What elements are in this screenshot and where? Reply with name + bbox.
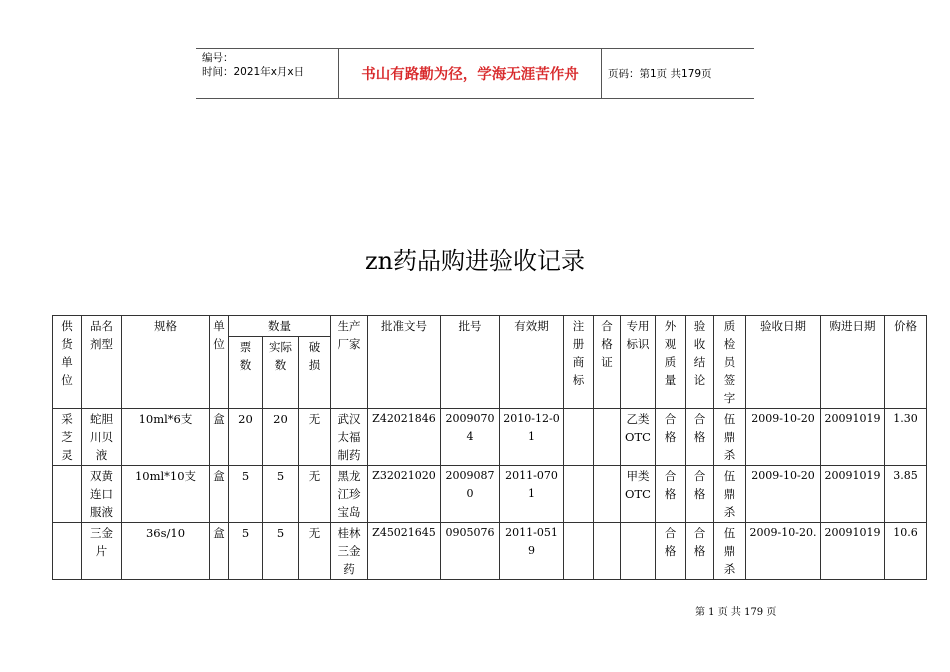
cell-qty-ticket: 5 [229, 466, 263, 523]
cell-approval: Z42021846 [368, 409, 441, 466]
cell-approval: Z45021645 [368, 523, 441, 580]
cell-trademark [564, 466, 594, 523]
cell-conclusion: 合格 [686, 466, 714, 523]
page-footer: 第 1 页 共 179 页 [695, 607, 777, 618]
cell-maker: 黑龙江珍宝岛 [331, 466, 368, 523]
cell-check-date: 2009-10-20. [746, 523, 821, 580]
header-purchase-date: 购进日期 [821, 316, 885, 409]
header-batch: 批号 [441, 316, 500, 409]
cell-supplier [53, 523, 82, 580]
cell-qty-ticket: 5 [229, 523, 263, 580]
cell-purchase-date: 20091019 [821, 523, 885, 580]
number-label: 编号： [202, 52, 234, 64]
cell-unit: 盒 [210, 409, 229, 466]
header-approval: 批准文号 [368, 316, 441, 409]
header-check-date: 验收日期 [746, 316, 821, 409]
header-maker: 生产厂家 [331, 316, 368, 409]
cell-appearance: 合格 [656, 466, 686, 523]
cell-trademark [564, 409, 594, 466]
header-certificate: 合格证 [594, 316, 621, 409]
header-price: 价格 [885, 316, 927, 409]
table-row [53, 466, 927, 523]
cell-qty-actual: 20 [263, 409, 299, 466]
cell-qty-damaged: 无 [299, 523, 331, 580]
cell-appearance: 合格 [656, 409, 686, 466]
header-slogan: 书山有路勤为径，学海无涯苦作舟 [338, 49, 602, 98]
page-header [196, 48, 754, 99]
cell-conclusion: 合格 [686, 409, 714, 466]
cell-trademark [564, 523, 594, 580]
cell-inspector: 伍鼎杀 [714, 523, 746, 580]
cell-unit: 盒 [210, 523, 229, 580]
header-meta [202, 51, 304, 79]
cell-certificate [594, 466, 621, 523]
cell-qty-ticket: 20 [229, 409, 263, 466]
cell-qty-damaged: 无 [299, 409, 331, 466]
cell-otc [621, 523, 656, 580]
cell-price: 10.6 [885, 523, 927, 580]
cell-supplier: 采芝灵 [53, 409, 82, 466]
cell-name: 蛇胆川贝液 [82, 409, 122, 466]
cell-batch: 0905076 [441, 523, 500, 580]
cell-spec: 36s/10 [122, 523, 210, 580]
header-page-info: 页码：第1页 共179页 [608, 68, 712, 80]
cell-maker: 桂林三金药 [331, 523, 368, 580]
cell-spec: 10ml*6支 [122, 409, 210, 466]
header-supplier: 供货单位 [53, 316, 82, 409]
cell-maker: 武汉太福制药 [331, 409, 368, 466]
cell-price: 3.85 [885, 466, 927, 523]
table-row [53, 523, 927, 580]
cell-appearance: 合格 [656, 523, 686, 580]
cell-name: 三金片 [82, 523, 122, 580]
header-unit: 单位 [210, 316, 229, 409]
cell-check-date: 2009-10-20 [746, 466, 821, 523]
cell-purchase-date: 20091019 [821, 466, 885, 523]
cell-certificate [594, 523, 621, 580]
cell-supplier [53, 466, 82, 523]
cell-expiry: 2010-12-01 [500, 409, 564, 466]
cell-name: 双黄连口服液 [82, 466, 122, 523]
document-title: zn药品购进验收记录 [364, 247, 586, 275]
header-qty-ticket: 票数 [229, 337, 263, 409]
cell-expiry: 2011-0701 [500, 466, 564, 523]
header-qty-actual: 实际数 [263, 337, 299, 409]
table-row [53, 409, 927, 466]
cell-batch: 20090704 [441, 409, 500, 466]
header-appearance: 外观质量 [656, 316, 686, 409]
table-header-row [53, 316, 927, 337]
header-expiry: 有效期 [500, 316, 564, 409]
time-label: 时间：2021年x月x日 [202, 66, 305, 78]
cell-inspector: 伍鼎杀 [714, 409, 746, 466]
header-quantity: 数量 [229, 316, 331, 337]
header-conclusion: 验收结论 [686, 316, 714, 409]
cell-spec: 10ml*10支 [122, 466, 210, 523]
cell-purchase-date: 20091019 [821, 409, 885, 466]
cell-check-date: 2009-10-20 [746, 409, 821, 466]
cell-inspector: 伍鼎杀 [714, 466, 746, 523]
cell-approval: Z32021020 [368, 466, 441, 523]
cell-conclusion: 合格 [686, 523, 714, 580]
cell-batch: 20090870 [441, 466, 500, 523]
header-name: 品名剂型 [82, 316, 122, 409]
cell-otc: 乙类OTC [621, 409, 656, 466]
header-trademark: 注册商标 [564, 316, 594, 409]
cell-qty-damaged: 无 [299, 466, 331, 523]
purchase-record-table [52, 315, 927, 580]
cell-otc: 甲类OTC [621, 466, 656, 523]
cell-qty-actual: 5 [263, 466, 299, 523]
cell-expiry: 2011-0519 [500, 523, 564, 580]
cell-price: 1.30 [885, 409, 927, 466]
header-inspector: 质检员签字 [714, 316, 746, 409]
cell-certificate [594, 409, 621, 466]
header-qty-damaged: 破损 [299, 337, 331, 409]
header-otc: 专用标识 [621, 316, 656, 409]
header-spec: 规格 [122, 316, 210, 409]
cell-qty-actual: 5 [263, 523, 299, 580]
cell-unit: 盒 [210, 466, 229, 523]
